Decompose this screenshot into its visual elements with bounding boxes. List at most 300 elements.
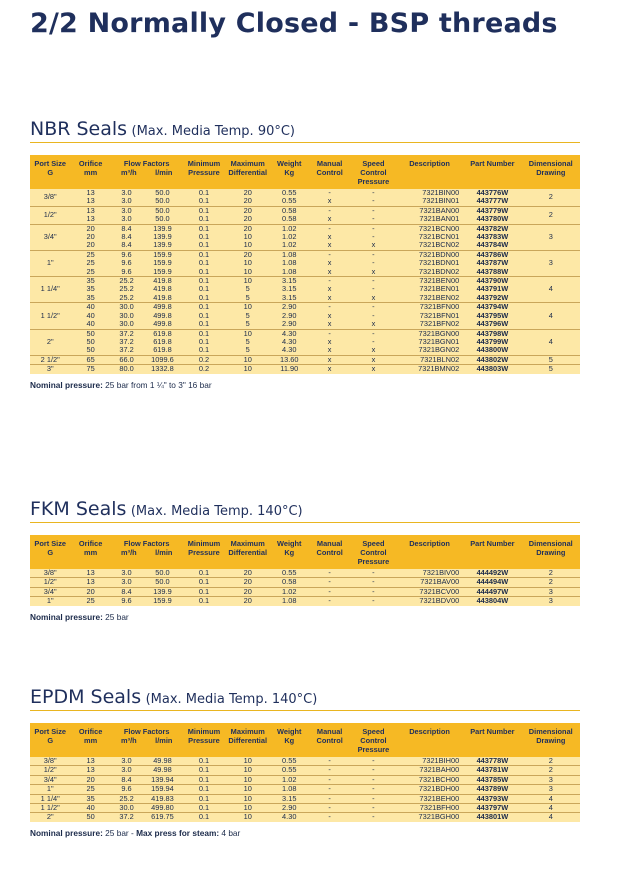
speed-cell: - — [351, 813, 396, 822]
flow-m3h-cell: 30.0 — [111, 312, 142, 320]
part-number-cell: 443799W — [463, 338, 521, 346]
min-pressure-cell: 0.1 — [183, 794, 226, 803]
table-row — [30, 813, 580, 822]
drawing-cell: 4 — [522, 329, 580, 355]
speed-cell: - — [351, 775, 396, 784]
header-row — [30, 155, 580, 189]
manual-cell: - — [308, 250, 351, 259]
weight-cell: 1.08 — [270, 250, 308, 259]
flow-m3h-label: m³/h — [121, 736, 137, 745]
part-number-cell: 444494W — [463, 578, 521, 587]
flow-lmin-cell: 1332.8 — [142, 365, 182, 374]
part-number-cell: 443791W — [463, 285, 521, 293]
description-cell: 7321BAN01 — [396, 215, 463, 224]
flow-lmin-cell: 139.9 — [142, 587, 182, 596]
flow-lmin-cell: 1099.6 — [142, 355, 182, 364]
note-label: Nominal pressure: — [30, 379, 103, 390]
min-pressure-cell: 0.1 — [183, 259, 226, 267]
flow-units — [112, 548, 182, 557]
part-number-cell: 443783W — [463, 233, 521, 241]
section-heading — [30, 498, 580, 523]
note-label: Nominal pressure: — [30, 611, 103, 622]
orifice-cell: 25 — [70, 785, 110, 794]
port-header: Port Size G — [30, 155, 70, 189]
table-row — [30, 241, 580, 250]
flow-units — [112, 736, 182, 745]
flow-lmin-cell: 419.8 — [142, 285, 182, 293]
max-diff-cell: 20 — [225, 224, 270, 233]
drawing-cell: 3 — [522, 587, 580, 596]
description-cell: 7321BGN00 — [396, 329, 463, 338]
speed-cell: x — [351, 320, 396, 329]
orifice-cell: 40 — [70, 804, 110, 813]
manual-header: Manual Control — [308, 535, 351, 569]
max-diff-cell: 10 — [225, 757, 270, 766]
spec-table — [30, 723, 580, 822]
max-diff-cell: 20 — [225, 197, 270, 206]
speed-cell: - — [351, 794, 396, 803]
description-header: Description — [396, 535, 463, 569]
note-label: Nominal pressure: — [30, 827, 103, 838]
port-size-cell: 3/8" — [30, 569, 70, 578]
description-cell: 7321BEN00 — [396, 277, 463, 286]
flow-m3h-cell: 25.2 — [111, 294, 142, 303]
part-number-cell: 443788W — [463, 268, 521, 277]
table-row — [30, 785, 580, 794]
table-row — [30, 597, 580, 606]
min-pressure-cell: 0.1 — [183, 813, 226, 822]
speed-cell: - — [351, 804, 396, 813]
flow-lmin-label: l/min — [155, 548, 173, 557]
orifice-header: Orifice mm — [70, 535, 110, 569]
part-number-cell: 443792W — [463, 294, 521, 303]
orifice-cell: 40 — [70, 320, 110, 329]
description-cell: 7321BMN02 — [396, 365, 463, 374]
description-cell: 7321BDV00 — [396, 597, 463, 606]
part-number-cell: 443784W — [463, 241, 521, 250]
max-diff-cell: 10 — [225, 785, 270, 794]
orifice-header: Orifice mm — [70, 155, 110, 189]
flow-m3h-cell: 8.4 — [111, 587, 142, 596]
max-diff-cell: 20 — [225, 215, 270, 224]
description-cell: 7321BCN01 — [396, 233, 463, 241]
port-size-cell: 1/2" — [30, 578, 70, 587]
description-cell: 7321BFN00 — [396, 303, 463, 312]
port-header: Port Size G — [30, 723, 70, 757]
part-number-cell: 444492W — [463, 569, 521, 578]
part-number-cell: 443779W — [463, 206, 521, 215]
weight-cell: 2.90 — [270, 320, 308, 329]
flow-units — [112, 168, 182, 177]
max-diff-cell: 10 — [225, 794, 270, 803]
port-size-cell: 1/2" — [30, 766, 70, 775]
weight-cell: 1.02 — [270, 587, 308, 596]
nominal-pressure-note — [30, 828, 580, 838]
max-diff-cell: 10 — [225, 277, 270, 286]
weight-cell: 2.90 — [270, 303, 308, 312]
drawing-cell: 2 — [522, 766, 580, 775]
drawing-cell: 3 — [522, 775, 580, 784]
orifice-cell: 65 — [70, 355, 110, 364]
max-diff-cell: 20 — [225, 250, 270, 259]
description-cell: 7321BDN01 — [396, 259, 463, 267]
part-number-cell: 443776W — [463, 189, 521, 197]
table-row — [30, 766, 580, 775]
port-size-cell: 3/4" — [30, 224, 70, 250]
weight-cell: 11.90 — [270, 365, 308, 374]
part-number-cell: 443777W — [463, 197, 521, 206]
part-number-cell: 443787W — [463, 259, 521, 267]
description-cell: 7321BCV00 — [396, 587, 463, 596]
part-header: Part Number — [463, 155, 521, 189]
manual-cell: x — [308, 365, 351, 374]
weight-cell: 0.55 — [270, 569, 308, 578]
max-diff-cell: 10 — [225, 766, 270, 775]
part-number-cell: 443796W — [463, 320, 521, 329]
description-cell: 7321BDH00 — [396, 785, 463, 794]
manual-cell: - — [308, 206, 351, 215]
max-diff-cell: 10 — [225, 329, 270, 338]
speed-cell: - — [351, 215, 396, 224]
manual-cell: - — [308, 775, 351, 784]
weight-cell: 1.02 — [270, 775, 308, 784]
speed-cell: - — [351, 312, 396, 320]
flow-m3h-cell: 3.0 — [111, 189, 142, 197]
min-pressure-cell: 0.1 — [183, 233, 226, 241]
drawing-cell: 2 — [522, 578, 580, 587]
flow-m3h-cell: 8.4 — [111, 233, 142, 241]
epdm-section — [30, 686, 580, 838]
weight-cell: 0.58 — [270, 206, 308, 215]
min-pressure-header: Minimum Pressure — [183, 155, 226, 189]
orifice-cell: 13 — [70, 206, 110, 215]
flow-lmin-cell: 139.9 — [142, 224, 182, 233]
port-size-cell: 2" — [30, 813, 70, 822]
section-title: EPDM Seals — [30, 686, 142, 708]
flow-m3h-cell: 37.2 — [111, 346, 142, 355]
min-pressure-cell: 0.1 — [183, 294, 226, 303]
part-number-cell: 443786W — [463, 250, 521, 259]
orifice-cell: 13 — [70, 215, 110, 224]
weight-header: Weight Kg — [270, 155, 308, 189]
speed-cell: x — [351, 346, 396, 355]
note-text: 25 bar — [102, 611, 129, 622]
speed-cell: - — [351, 597, 396, 606]
flow-lmin-cell: 139.94 — [142, 775, 182, 784]
port-size-cell: 1/2" — [30, 206, 70, 224]
description-cell: 7321BGH00 — [396, 813, 463, 822]
flow-m3h-cell: 3.0 — [111, 215, 142, 224]
min-pressure-cell: 0.1 — [183, 329, 226, 338]
speed-cell: x — [351, 241, 396, 250]
weight-cell: 4.30 — [270, 346, 308, 355]
min-pressure-cell: 0.1 — [183, 766, 226, 775]
max-diff-cell: 5 — [225, 312, 270, 320]
flow-m3h-cell: 3.0 — [111, 766, 142, 775]
part-number-cell: 444497W — [463, 587, 521, 596]
speed-cell: - — [351, 189, 396, 197]
part-number-cell: 443785W — [463, 775, 521, 784]
min-pressure-cell: 0.1 — [183, 224, 226, 233]
section-subtitle: (Max. Media Temp. 140°C) — [145, 692, 318, 707]
manual-cell: x — [308, 197, 351, 206]
section-heading — [30, 118, 580, 143]
drawing-cell: 3 — [522, 785, 580, 794]
flow-header — [111, 723, 183, 757]
description-cell: 7321BAN00 — [396, 206, 463, 215]
orifice-cell: 13 — [70, 569, 110, 578]
weight-cell: 1.08 — [270, 597, 308, 606]
orifice-cell: 75 — [70, 365, 110, 374]
orifice-cell: 50 — [70, 346, 110, 355]
section-subtitle: (Max. Media Temp. 90°C) — [131, 124, 296, 139]
weight-cell: 3.15 — [270, 277, 308, 286]
flow-lmin-cell: 159.9 — [142, 259, 182, 267]
orifice-cell: 25 — [70, 597, 110, 606]
page-title: 2/2 Normally Closed - BSP threads — [30, 8, 558, 39]
min-pressure-cell: 0.1 — [183, 312, 226, 320]
description-cell: 7321BIN01 — [396, 197, 463, 206]
part-number-cell: 443778W — [463, 757, 521, 766]
port-size-cell: 2" — [30, 329, 70, 355]
port-size-cell: 3" — [30, 365, 70, 374]
flow-m3h-cell: 3.0 — [111, 569, 142, 578]
speed-cell: - — [351, 250, 396, 259]
flow-lmin-cell: 50.0 — [142, 197, 182, 206]
max-diff-cell: 20 — [225, 597, 270, 606]
flow-lmin-label: l/min — [155, 168, 173, 177]
max-diff-cell: 10 — [225, 268, 270, 277]
drawing-cell: 4 — [522, 804, 580, 813]
flow-lmin-cell: 499.8 — [142, 312, 182, 320]
description-cell: 7321BEH00 — [396, 794, 463, 803]
flow-lmin-cell: 49.98 — [142, 766, 182, 775]
flow-m3h-cell: 30.0 — [111, 303, 142, 312]
weight-cell: 2.90 — [270, 312, 308, 320]
description-cell: 7321BEN02 — [396, 294, 463, 303]
manual-cell: x — [308, 320, 351, 329]
weight-cell: 0.55 — [270, 197, 308, 206]
flow-lmin-cell: 139.9 — [142, 241, 182, 250]
min-pressure-cell: 0.1 — [183, 268, 226, 277]
max-diff-cell: 10 — [225, 365, 270, 374]
flow-m3h-label: m³/h — [121, 548, 137, 557]
description-cell: 7321BIN00 — [396, 189, 463, 197]
header-row — [30, 535, 580, 569]
orifice-cell: 25 — [70, 268, 110, 277]
speed-cell: x — [351, 268, 396, 277]
description-cell: 7321BGN02 — [396, 346, 463, 355]
description-cell: 7321BFN01 — [396, 312, 463, 320]
weight-cell: 0.55 — [270, 766, 308, 775]
description-cell: 7321BCN00 — [396, 224, 463, 233]
flow-lmin-cell: 159.9 — [142, 268, 182, 277]
drawing-cell: 3 — [522, 224, 580, 250]
note-text-steam: 4 bar — [219, 827, 241, 838]
flow-lmin-cell: 159.94 — [142, 785, 182, 794]
flow-m3h-cell: 30.0 — [111, 320, 142, 329]
speed-cell: - — [351, 277, 396, 286]
min-pressure-cell: 0.1 — [183, 569, 226, 578]
note-text: 25 bar - — [102, 827, 137, 838]
description-cell: 7321BIH00 — [396, 757, 463, 766]
part-number-cell: 443794W — [463, 303, 521, 312]
max-diff-cell: 20 — [225, 578, 270, 587]
drawing-cell: 5 — [522, 365, 580, 374]
manual-cell: x — [308, 312, 351, 320]
flow-m3h-cell: 37.2 — [111, 813, 142, 822]
drawing-cell: 3 — [522, 597, 580, 606]
speed-cell: - — [351, 197, 396, 206]
speed-cell: - — [351, 338, 396, 346]
table-row — [30, 365, 580, 374]
drawing-cell: 5 — [522, 355, 580, 364]
orifice-cell: 50 — [70, 329, 110, 338]
spec-table — [30, 535, 580, 606]
orifice-cell: 20 — [70, 233, 110, 241]
port-size-cell: 1" — [30, 785, 70, 794]
manual-cell: - — [308, 189, 351, 197]
port-size-cell: 1 1/4" — [30, 277, 70, 303]
max-diff-cell: 20 — [225, 189, 270, 197]
min-pressure-cell: 0.1 — [183, 587, 226, 596]
orifice-cell: 20 — [70, 587, 110, 596]
nominal-pressure-note — [30, 612, 580, 622]
drawing-cell: 2 — [522, 206, 580, 224]
speed-header: Speed Control Pressure — [351, 155, 396, 189]
orifice-cell: 40 — [70, 303, 110, 312]
weight-cell: 3.15 — [270, 285, 308, 293]
manual-cell: x — [308, 355, 351, 364]
port-size-cell: 1 1/2" — [30, 804, 70, 813]
manual-cell: - — [308, 303, 351, 312]
max-diff-cell: 10 — [225, 355, 270, 364]
table-row — [30, 578, 580, 587]
min-pressure-cell: 0.1 — [183, 206, 226, 215]
flow-m3h-cell: 9.6 — [111, 268, 142, 277]
min-pressure-cell: 0.1 — [183, 804, 226, 813]
min-pressure-cell: 0.2 — [183, 365, 226, 374]
part-number-cell: 443798W — [463, 329, 521, 338]
max-diff-cell: 10 — [225, 804, 270, 813]
description-cell: 7321BDN02 — [396, 268, 463, 277]
flow-lmin-cell: 50.0 — [142, 569, 182, 578]
orifice-cell: 13 — [70, 578, 110, 587]
min-pressure-cell: 0.1 — [183, 277, 226, 286]
orifice-cell: 35 — [70, 794, 110, 803]
weight-cell: 1.08 — [270, 785, 308, 794]
part-number-cell: 443781W — [463, 766, 521, 775]
speed-cell: x — [351, 355, 396, 364]
description-cell: 7321BFH00 — [396, 804, 463, 813]
orifice-cell: 50 — [70, 338, 110, 346]
flow-m3h-cell: 37.2 — [111, 338, 142, 346]
flow-m3h-cell: 3.0 — [111, 578, 142, 587]
speed-cell: - — [351, 578, 396, 587]
orifice-cell: 13 — [70, 757, 110, 766]
max-diff-cell: 20 — [225, 569, 270, 578]
flow-m3h-cell: 37.2 — [111, 329, 142, 338]
min-pressure-cell: 0.1 — [183, 597, 226, 606]
flow-lmin-cell: 159.9 — [142, 597, 182, 606]
max-diff-cell: 20 — [225, 587, 270, 596]
min-pressure-cell: 0.1 — [183, 303, 226, 312]
manual-cell: x — [308, 338, 351, 346]
speed-cell: - — [351, 757, 396, 766]
flow-lmin-cell: 419.8 — [142, 294, 182, 303]
manual-header: Manual Control — [308, 155, 351, 189]
manual-cell: - — [308, 794, 351, 803]
flow-lmin-cell: 50.0 — [142, 215, 182, 224]
flow-m3h-cell: 3.0 — [111, 197, 142, 206]
flow-m3h-cell: 3.0 — [111, 757, 142, 766]
flow-lmin-cell: 50.0 — [142, 189, 182, 197]
port-header: Port Size G — [30, 535, 70, 569]
flow-m3h-cell: 30.0 — [111, 804, 142, 813]
min-pressure-header: Minimum Pressure — [183, 723, 226, 757]
weight-cell: 4.30 — [270, 813, 308, 822]
manual-cell: x — [308, 241, 351, 250]
max-diff-header: Maximum Differential — [225, 535, 270, 569]
description-cell: 7321BFN02 — [396, 320, 463, 329]
flow-m3h-cell: 9.6 — [111, 259, 142, 267]
max-diff-cell: 5 — [225, 285, 270, 293]
speed-cell: - — [351, 303, 396, 312]
manual-cell: - — [308, 329, 351, 338]
part-header: Part Number — [463, 535, 521, 569]
orifice-cell: 40 — [70, 312, 110, 320]
description-cell: 7321BCN02 — [396, 241, 463, 250]
part-number-cell: 443800W — [463, 346, 521, 355]
table-row — [30, 320, 580, 329]
flow-m3h-cell: 25.2 — [111, 277, 142, 286]
drawing-cell: 4 — [522, 813, 580, 822]
flow-factors-label: Flow Factors — [123, 539, 170, 548]
speed-cell: x — [351, 365, 396, 374]
min-pressure-header: Minimum Pressure — [183, 535, 226, 569]
min-pressure-cell: 0.1 — [183, 241, 226, 250]
table-row — [30, 197, 580, 206]
weight-cell: 13.60 — [270, 355, 308, 364]
orifice-cell: 25 — [70, 259, 110, 267]
max-diff-cell: 5 — [225, 320, 270, 329]
manual-cell: x — [308, 294, 351, 303]
part-number-cell: 443803W — [463, 365, 521, 374]
drawing-cell: 2 — [522, 569, 580, 578]
orifice-cell: 35 — [70, 277, 110, 286]
manual-cell: - — [308, 597, 351, 606]
description-header: Description — [396, 155, 463, 189]
port-size-cell: 2 1/2" — [30, 355, 70, 364]
max-diff-cell: 5 — [225, 346, 270, 355]
drawing-cell: 4 — [522, 794, 580, 803]
speed-header: Speed Control Pressure — [351, 535, 396, 569]
part-number-cell: 443797W — [463, 804, 521, 813]
port-size-cell: 3/8" — [30, 757, 70, 766]
weight-header: Weight Kg — [270, 535, 308, 569]
speed-cell: - — [351, 569, 396, 578]
flow-factors-label: Flow Factors — [123, 159, 170, 168]
max-diff-cell: 10 — [225, 775, 270, 784]
part-number-cell: 443782W — [463, 224, 521, 233]
min-pressure-cell: 0.1 — [183, 757, 226, 766]
weight-cell: 0.55 — [270, 757, 308, 766]
min-pressure-cell: 0.1 — [183, 578, 226, 587]
speed-cell: - — [351, 766, 396, 775]
description-cell: 7321BGN01 — [396, 338, 463, 346]
flow-m3h-cell: 9.6 — [111, 785, 142, 794]
weight-cell: 3.15 — [270, 794, 308, 803]
